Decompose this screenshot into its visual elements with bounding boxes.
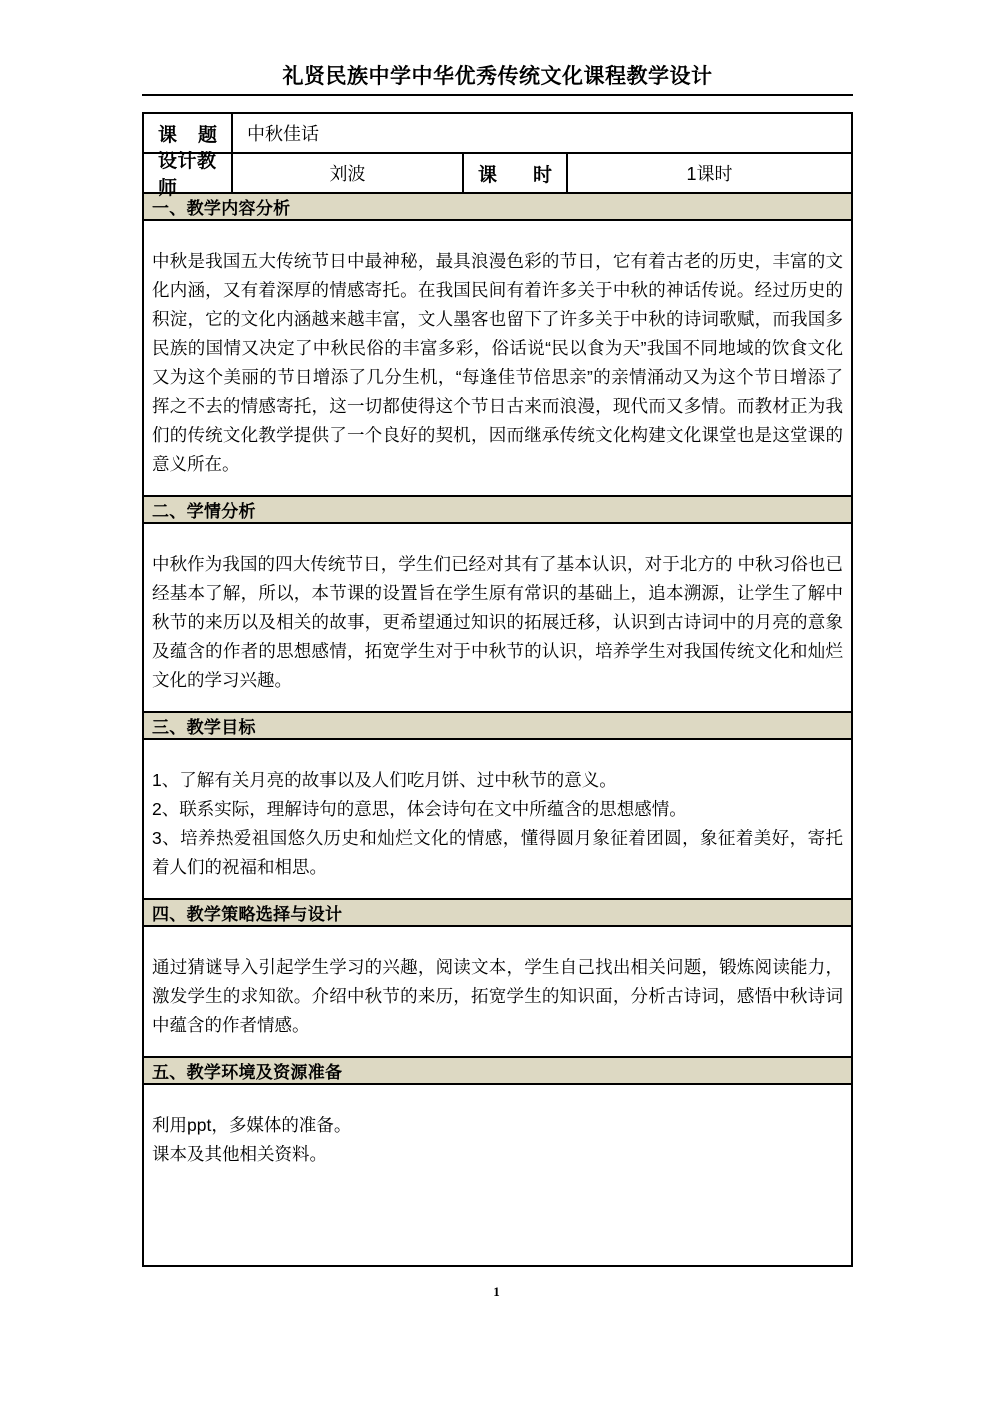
subject-value-cell bbox=[233, 114, 851, 152]
section-body-environment-resources bbox=[144, 1085, 851, 1265]
paragraph: 通过猜谜导入引起学生学习的兴趣，阅读文本，学生自己找出相关问题，锻炼阅读能力，激发学生的求知欲。介绍中秋节的来历，拓宽学生的知识面，分析古诗词，感悟中秋诗词中蕴含的作者情感。 bbox=[152, 957, 843, 1035]
section-body-learner-analysis bbox=[144, 524, 851, 713]
objective-item: 1、了解有关月亮的故事以及人们吃月饼、过中秋节的意义。 bbox=[152, 770, 617, 790]
table-row-subject bbox=[144, 114, 851, 154]
hours-label-char-1: 课 bbox=[478, 164, 498, 186]
document-title: 礼贤民族中学中华优秀传统文化课程教学设计 bbox=[282, 64, 713, 88]
page-number: 1 bbox=[493, 1284, 500, 1299]
hours-value: 1课时 bbox=[686, 164, 733, 184]
teacher-label: 设计教师 bbox=[158, 151, 217, 199]
section-body-teaching-strategy bbox=[144, 927, 851, 1058]
subject-value: 中秋佳话 bbox=[247, 124, 319, 144]
lesson-plan-table bbox=[142, 112, 853, 1267]
teacher-label-cell bbox=[144, 151, 233, 199]
resource-item: 课本及其他相关资料。 bbox=[152, 1144, 327, 1164]
title-divider bbox=[142, 94, 853, 96]
subject-label bbox=[144, 120, 231, 147]
objective-item: 3、培养热爱祖国悠久历史和灿烂文化的情感，懂得圆月象征着团圆，象征着美好，寄托着人们的祝福和相思。 bbox=[152, 828, 843, 877]
hours-label-cell bbox=[464, 154, 568, 192]
teacher-value: 刘波 bbox=[329, 164, 366, 184]
hours-label-char-2: 时 bbox=[532, 164, 552, 186]
resource-item: 利用ppt，多媒体的准备。 bbox=[152, 1115, 352, 1135]
teacher-value-cell bbox=[233, 154, 464, 192]
section-body-teaching-objectives bbox=[144, 740, 851, 900]
section-heading-teaching-strategy: 四、教学策略选择与设计 bbox=[144, 900, 851, 927]
table-row-teacher-hours bbox=[144, 151, 851, 199]
hours-value-cell bbox=[568, 154, 851, 192]
section-heading-learner-analysis: 二、学情分析 bbox=[144, 497, 851, 524]
section-body-teaching-content-analysis bbox=[144, 221, 851, 497]
section-heading-environment-resources: 五、教学环境及资源准备 bbox=[144, 1058, 851, 1085]
objective-item: 2、联系实际，理解诗句的意思，体会诗句在文中所蕴含的思想感情。 bbox=[152, 799, 687, 819]
subject-label-char-2: 题 bbox=[197, 124, 217, 146]
section-heading-teaching-objectives: 三、教学目标 bbox=[144, 713, 851, 740]
subject-label-char-1: 课 bbox=[158, 124, 178, 146]
paragraph: 中秋作为我国的四大传统节日，学生们已经对其有了基本认识，对于北方的 中秋习俗也已经基本了解，所以，本节课的设置旨在学生原有常识的基础上，追本溯源，让学生了解中秋节的来历以及相关的故事，更希望通过知识的拓展迁移，认识到古诗词中的月亮的意象及蕴含的作者的思想感情，拓宽学生对于中秋节的认识，培养学生对我国传统文化和灿烂文化的学习兴趣。 bbox=[152, 554, 843, 690]
hours-label bbox=[464, 160, 566, 187]
section-heading-teaching-content-analysis: 一、教学内容分析 bbox=[144, 194, 851, 221]
paragraph: 中秋是我国五大传统节日中最神秘，最具浪漫色彩的节日，它有着古老的历史，丰富的文化内涵，又有着深厚的情感寄托。在我国民间有着许多关于中秋的神话传说。经过历史的积淀，它的文化内涵越来越丰富，文人墨客也留下了许多关于中秋的诗词歌赋，而我国多民族的国情又决定了中秋民俗的丰富多彩，俗话说“民以食为天”我国不同地域的饮食文化又为这个美丽的节日增添了几分生机，“每逢佳节倍思亲”的亲情涌动又为这个节日增添了挥之不去的情感寄托，这一切都使得这个节日古来而浪漫，现代而又多情。而教材正为我们的传统文化教学提供了一个良好的契机，因而继承传统文化构建文化课堂也是这堂课的意义所在。 bbox=[152, 251, 843, 474]
document-header bbox=[142, 62, 853, 96]
